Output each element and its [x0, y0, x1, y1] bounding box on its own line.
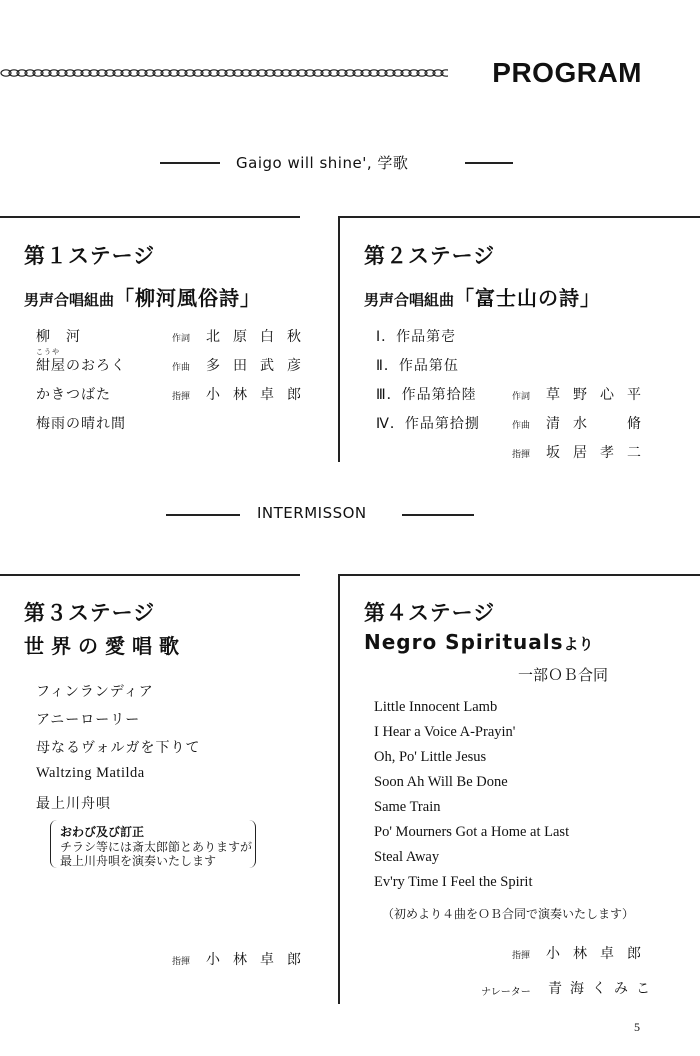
stage1-title: 第１ステージ — [24, 244, 156, 268]
stage1-top-rule — [0, 216, 300, 218]
stage2-title: 第２ステージ — [364, 244, 496, 268]
stage1-suite-title: 「柳河風俗詩」 — [114, 286, 262, 310]
chain-ornament — [0, 66, 448, 80]
stage2-composer-name: 清水 脩 — [546, 416, 654, 432]
stage4-conductor-name: 小林卓郎 — [546, 946, 654, 962]
stage1-lyricist-role: 作詞 — [172, 334, 191, 344]
stage1-composer-name: 多田武彦 — [206, 358, 314, 374]
stage4-left-rule — [338, 574, 340, 1004]
stage4-song: Same Train — [374, 799, 441, 815]
stage2-song: Ⅱ．作品第伍 — [376, 358, 459, 374]
stage3-song: アニーローリー — [36, 712, 141, 728]
stage2-conductor-name: 坂居孝二 — [546, 445, 654, 461]
stage2-song: Ⅳ．作品第拾捌 — [376, 416, 480, 432]
stage1-ruby: こうや — [36, 348, 60, 356]
intermission-rule-left — [166, 514, 240, 516]
stage4-title: 第４ステージ — [364, 601, 496, 625]
stage4-song: Steal Away — [374, 849, 440, 865]
subtitle-rule-left — [160, 162, 220, 164]
stage2-composer-role: 作曲 — [512, 421, 531, 431]
stage3-conductor-name: 小林卓郎 — [206, 952, 314, 968]
stage2-lyricist-name: 草野心平 — [546, 387, 654, 403]
stage3-top-rule — [0, 574, 300, 576]
stage2-suite-title: 「富士山の詩」 — [454, 286, 602, 310]
stage4-song: Ev'ry Time I Feel the Spirit — [374, 874, 533, 890]
intermission-label: INTERMISSON — [257, 504, 367, 522]
stage1-song: 柳 河 — [36, 329, 81, 345]
program-title: PROGRAM — [492, 57, 642, 88]
subtitle: Gaigo will shine', 学歌 — [236, 154, 409, 172]
stage3-song: 母なるヴォルガを下りて — [36, 740, 201, 756]
stage3-song: 最上川舟唄 — [36, 796, 111, 812]
stage4-top-rule — [338, 574, 700, 576]
stage4-song: I Hear a Voice A-Prayin' — [374, 724, 516, 740]
stage4-subtitle-en: Negro Spirituals — [364, 630, 564, 654]
stage2-top-rule — [338, 216, 700, 218]
intermission-rule-right — [402, 514, 474, 516]
stage4-song: Little Innocent Lamb — [374, 699, 498, 715]
stage4-narrator-name: 青海くみこ — [548, 981, 658, 997]
stage1-suite — [24, 282, 261, 311]
stage3-note-title: おわび及び訂正 — [60, 825, 145, 839]
stage4-conductor-role: 指揮 — [512, 951, 531, 961]
stage3-subtitle: 世界の愛唱歌 — [24, 634, 186, 658]
stage2-suite-prefix: 男声合唱組曲 — [364, 291, 455, 309]
stage4-subtitle-suffix: より — [563, 635, 594, 653]
stage3-conductor-role: 指揮 — [172, 957, 191, 967]
stage4-note: （初めより４曲をＯＢ合同で演奏いたします） — [382, 907, 635, 921]
stage2-song: Ⅲ．作品第拾陸 — [376, 387, 477, 403]
stage1-composer-role: 作曲 — [172, 363, 191, 373]
stage4-narrator-role: ナレーター — [481, 987, 531, 998]
stage2-left-rule — [338, 216, 340, 462]
stage3-song: Waltzing Matilda — [36, 765, 145, 781]
stage4-ob-note: 一部ＯＢ合同 — [518, 666, 609, 684]
stage2-conductor-role: 指揮 — [512, 450, 531, 460]
stage1-lyricist-name: 北原白秋 — [206, 329, 314, 345]
stage1-song: かきつばた — [36, 387, 111, 403]
stage4-subtitle — [364, 630, 594, 654]
stage1-suite-prefix: 男声合唱組曲 — [24, 291, 115, 309]
stage4-song: Soon Ah Will Be Done — [374, 774, 508, 790]
stage1-song: 梅雨の晴れ間 — [36, 416, 126, 432]
stage2-lyricist-role: 作詞 — [512, 392, 531, 402]
stage4-song: Oh, Po' Little Jesus — [374, 749, 487, 765]
stage1-conductor-name: 小林卓郎 — [206, 387, 314, 403]
stage3-note-line: 最上川舟唄を演奏いたします — [60, 854, 217, 868]
stage3-song: フィンランディア — [36, 684, 154, 700]
stage2-song: Ⅰ．作品第壱 — [376, 329, 457, 345]
stage3-title: 第３ステージ — [24, 601, 156, 625]
stage4-song: Po' Mourners Got a Home at Last — [374, 824, 570, 840]
stage1-conductor-role: 指揮 — [172, 392, 191, 402]
stage3-note-line: チラシ等には斎太郎節とありますが — [60, 840, 253, 854]
page-number: 5 — [634, 1020, 640, 1034]
stage1-song: 紺屋のおろく — [36, 358, 126, 374]
stage2-suite — [364, 282, 601, 311]
subtitle-rule-right — [465, 162, 513, 164]
